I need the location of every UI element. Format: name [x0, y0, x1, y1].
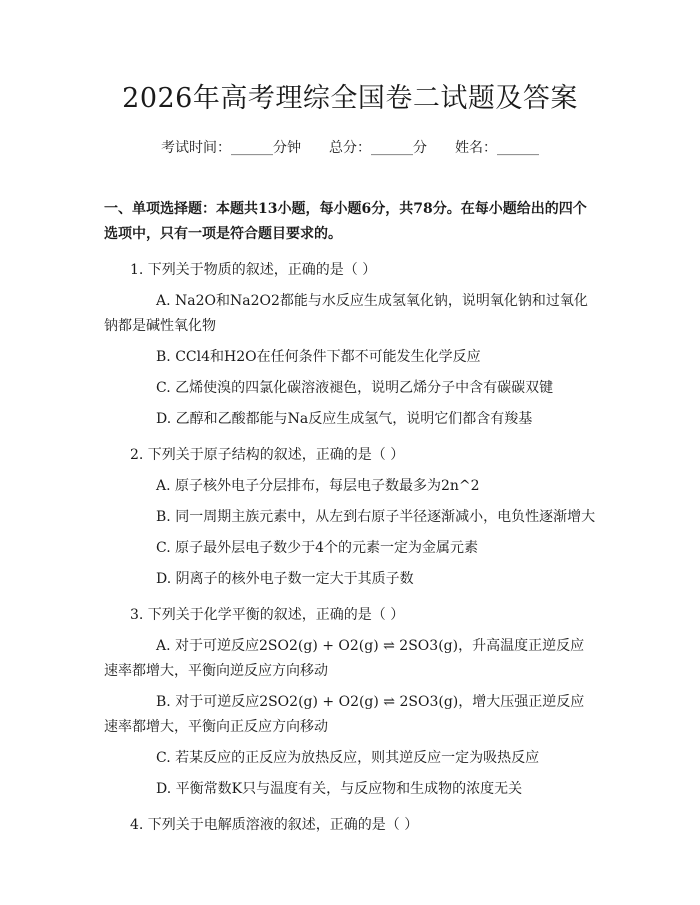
question-option: B. 同一周期主族元素中，从左到右原子半径逐渐减小，电负性逐渐增大	[156, 509, 596, 525]
section-heading: 一、单项选择题：本题共13小题，每小题6分，共78分。在每小题给出的四个选项中，只有一项是符合题目要求的。	[104, 201, 587, 242]
total-score-field: 总分：______分	[329, 140, 427, 156]
question-option: D. 平衡常数K只与温度有关，与反应物和生成物的浓度无关	[156, 781, 523, 797]
question-option: D. 乙醇和乙酸都能与Na反应生成氢气，说明它们都含有羧基	[156, 411, 533, 427]
question-option: B. 对于可逆反应2SO2(g) + O2(g) ⇌ 2SO3(g)，增大压强正逆反应速率都增大，平衡向正反应方向移动	[104, 694, 585, 735]
question-stem: 2. 下列关于原子结构的叙述，正确的是（ ）	[130, 447, 405, 463]
question-option: A. Na2O和Na2O2都能与水反应生成氢氧化钠，说明氧化钠和过氧化钠都是碱性氧化物	[104, 293, 588, 334]
question-option: C. 原子最外层电子数少于4个的元素一定为金属元素	[156, 540, 479, 556]
question-option: C. 乙烯使溴的四氯化碳溶液褪色，说明乙烯分子中含有碳碳双键	[156, 380, 554, 396]
question-option: A. 原子核外电子分层排布，每层电子数最多为2n^2	[156, 478, 480, 494]
page-title: 2026年高考理综全国卷二试题及答案	[122, 83, 578, 114]
exam-time-field: 考试时间：______分钟	[161, 140, 301, 156]
question-option: C. 若某反应的正反应为放热反应，则其逆反应一定为吸热反应	[156, 750, 540, 766]
question-option: A. 对于可逆反应2SO2(g) + O2(g) ⇌ 2SO3(g)，升高温度正逆反应速率都增大，平衡向逆反应方向移动	[104, 638, 585, 679]
question-stem: 4. 下列关于电解质溶液的叙述，正确的是（ ）	[130, 817, 419, 833]
question-option: B. CCl4和H2O在任何条件下都不可能发生化学反应	[156, 349, 481, 365]
exam-info-line	[104, 138, 596, 158]
student-name-field: 姓名：______	[455, 140, 539, 156]
question-option: D. 阴离子的核外电子数一定大于其质子数	[156, 571, 414, 587]
question-stem: 1. 下列关于物质的叙述，正确的是（ ）	[130, 262, 377, 278]
question-stem: 3. 下列关于化学平衡的叙述，正确的是（ ）	[130, 607, 405, 623]
